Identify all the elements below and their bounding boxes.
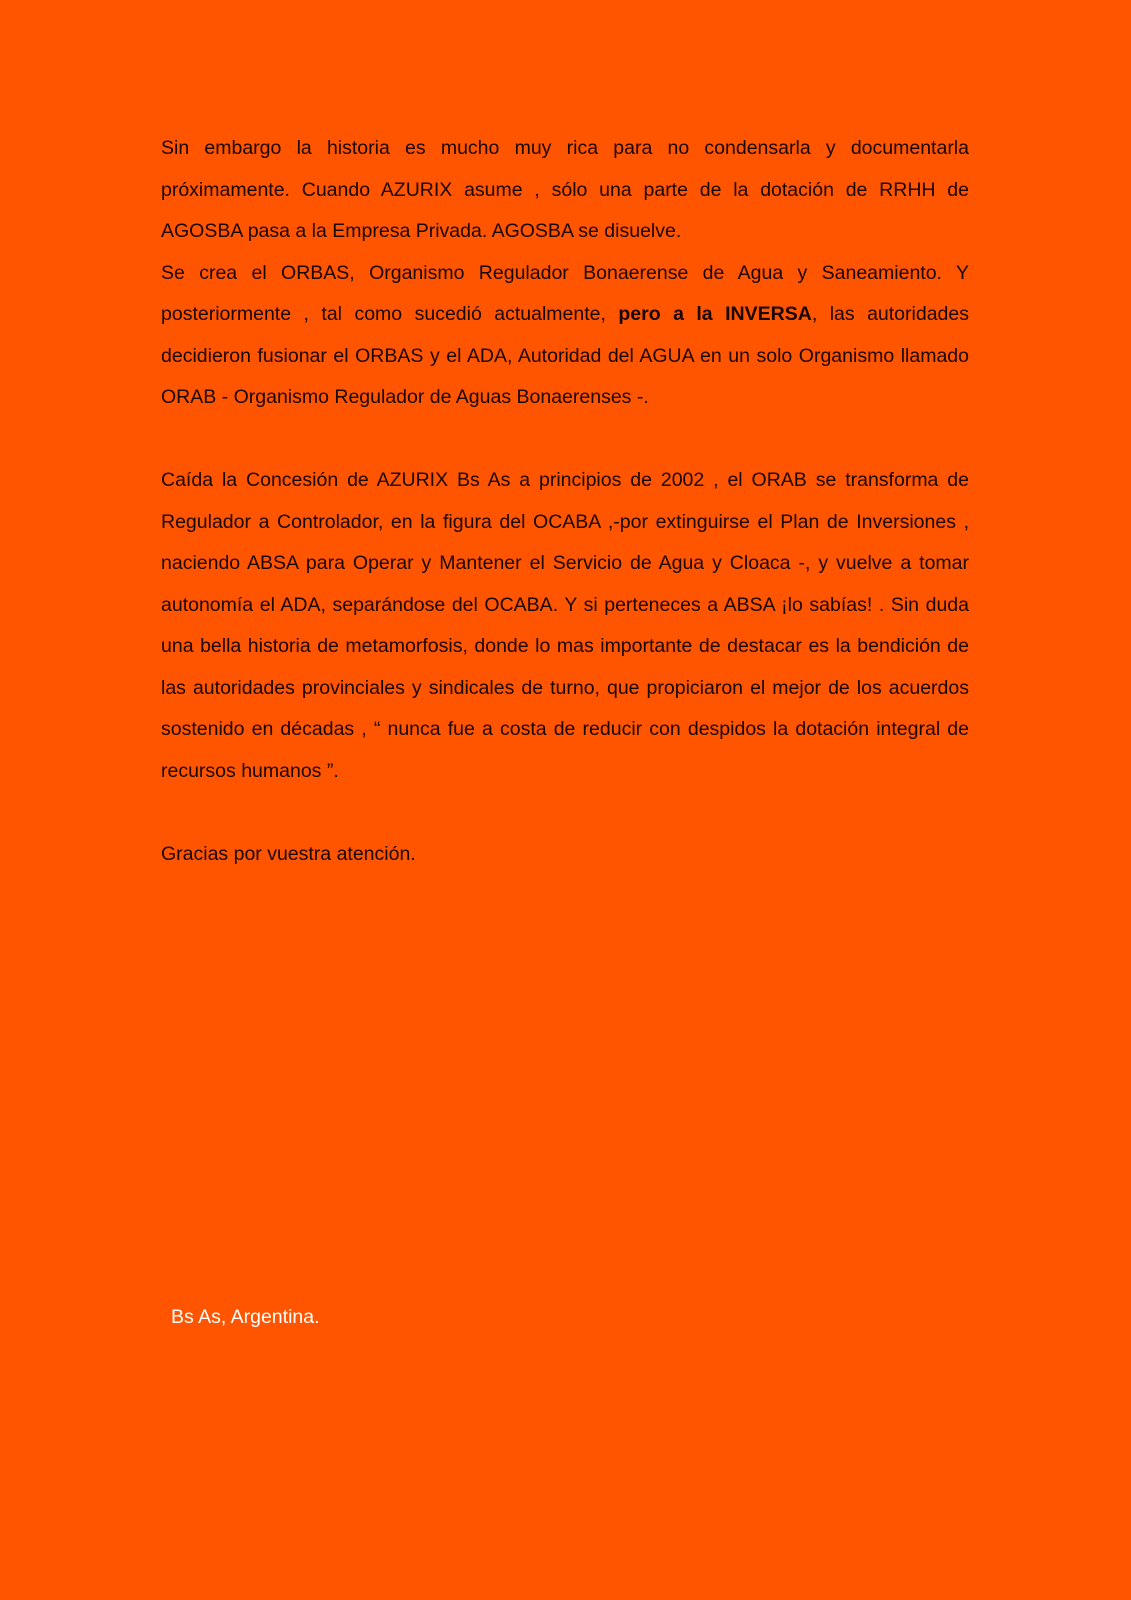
paragraph-azurix-fall: Caída la Concesión de AZURIX Bs As a principios de 2002 , el ORAB se transforma de Regulador a Controlador, en la figura del OCABA ,-por extinguirse el Plan de Inversiones , naciendo ABSA para Operar y Mantener el Servicio de Agua y Cloaca -, y vuelve a tomar autonomía el ADA, separándose del OCABA. Y si perteneces a ABSA ¡lo sabías! . Sin duda una bella historia de metamorfosis, donde lo mas importante de destacar es la bendición de las autoridades provinciales y sindicales de turno, que propiciaron el mejor de los acuerdos sostenido en décadas , “ nunca fue a costa de reducir con despidos la dotación integral de recursos humanos ”. (161, 469, 969, 782)
paragraph-orbas (161, 253, 969, 419)
paragraph-orbas-text-2: , las autoridades decidieron fusionar el ORBAS y el ADA, Autoridad del AGUA en un solo Organismo llamado ORAB - Organismo Regulador de Aguas Bonaerenses -. (161, 303, 969, 408)
paragraph-thanks: Gracias por vuestra atención. (161, 842, 416, 865)
paragraph-history-intro: Sin embargo la historia es mucho muy rica para no condensarla y documentarla próximamente. Cuando AZURIX asume , sólo una parte de la dotación de RRHH de AGOSBA pasa a la Empresa Privada. AGOSBA se disuelve. (161, 137, 969, 242)
footer-location: Bs As, Argentina. (171, 1306, 320, 1328)
paragraph-orbas-text-1: Se crea el ORBAS, Organismo Regulador Bonaerense de Agua y Saneamiento. Y posteriormente , tal como sucedió actualmente, (161, 261, 969, 325)
paragraph-orbas-bold: pero a la INVERSA (618, 303, 812, 325)
document-body (161, 128, 969, 875)
